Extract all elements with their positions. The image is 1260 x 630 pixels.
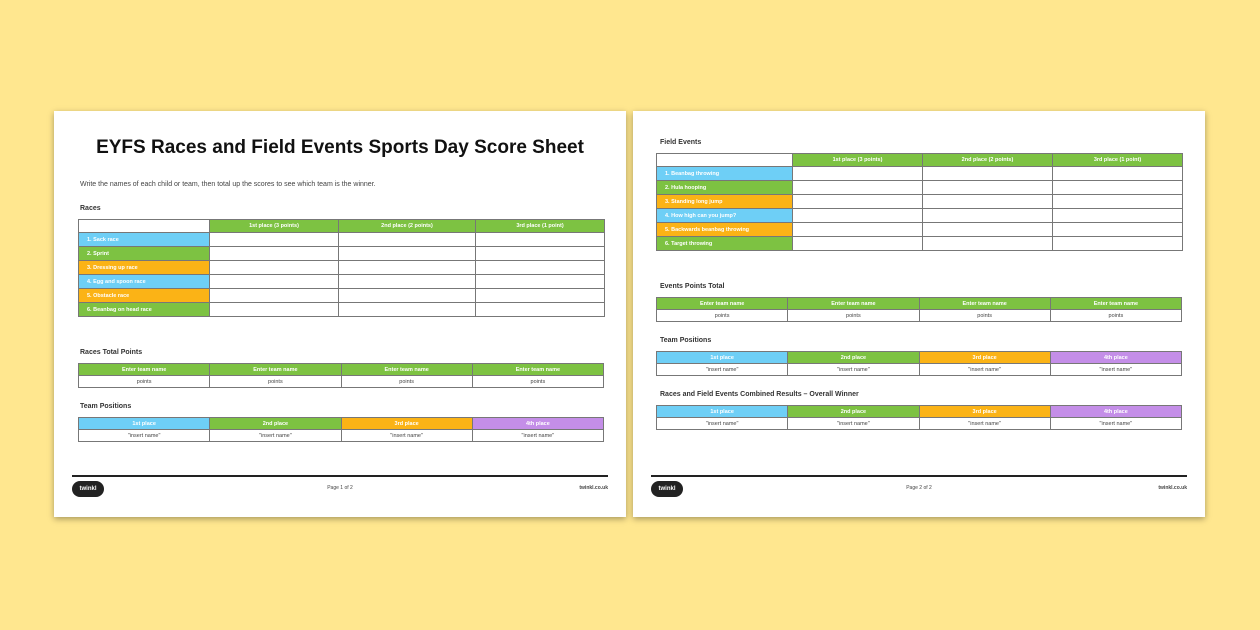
race-label: 3. Dressing up race	[79, 261, 210, 275]
entry-cell[interactable]	[793, 181, 923, 195]
event-label: 2. Hula hooping	[657, 181, 793, 195]
races-total-heading: Races Total Points	[80, 349, 143, 356]
entry-cell[interactable]	[793, 167, 923, 181]
entry-cell[interactable]	[339, 233, 476, 247]
table-row	[79, 261, 605, 275]
points-cell[interactable]: points	[788, 310, 919, 322]
events-total-table	[656, 297, 1182, 322]
insert-name-cell[interactable]: "insert name"	[657, 364, 788, 376]
table-row	[657, 167, 1183, 181]
entry-cell[interactable]	[210, 289, 339, 303]
header-3rd-place: 3rd place (1 point)	[1053, 154, 1183, 167]
entry-cell[interactable]	[339, 289, 476, 303]
score-sheet-page-2	[633, 111, 1205, 517]
entry-cell[interactable]	[1053, 195, 1183, 209]
sheet-title: EYFS Races and Field Events Sports Day Score Sheet	[96, 137, 584, 158]
combined-results-table	[656, 405, 1182, 430]
races-header-row	[79, 220, 605, 233]
team-name-cell[interactable]: Enter team name	[788, 298, 919, 310]
header-blank-cell	[79, 220, 210, 233]
header-1st-place: 1st place (3 points)	[793, 154, 923, 167]
table-row	[657, 223, 1183, 237]
page-number: Page 2 of 2	[906, 485, 932, 491]
table-row	[79, 247, 605, 261]
races-table	[78, 219, 605, 317]
entry-cell[interactable]	[923, 195, 1053, 209]
entry-cell[interactable]	[210, 303, 339, 317]
team-name-cell[interactable]: Enter team name	[472, 364, 603, 376]
entry-cell[interactable]	[210, 233, 339, 247]
team-name-cell[interactable]: Enter team name	[79, 364, 210, 376]
team-positions-table	[78, 417, 604, 442]
entry-cell[interactable]	[476, 289, 605, 303]
entry-cell[interactable]	[476, 261, 605, 275]
insert-name-cell[interactable]: "insert name"	[657, 418, 788, 430]
footer-divider	[72, 475, 608, 477]
entry-cell[interactable]	[339, 275, 476, 289]
table-row	[657, 195, 1183, 209]
entry-cell[interactable]	[476, 233, 605, 247]
insert-name-cell[interactable]: "insert name"	[1050, 364, 1181, 376]
race-label: 2. Sprint	[79, 247, 210, 261]
twinkl-logo-icon: twinkl	[72, 481, 104, 497]
position-2nd: 2nd place	[788, 406, 919, 418]
races-total-table	[78, 363, 604, 388]
insert-name-cell[interactable]: "insert name"	[788, 364, 919, 376]
table-row	[79, 275, 605, 289]
event-label: 6. Target throwing	[657, 237, 793, 251]
races-heading: Races	[80, 205, 101, 212]
position-3rd: 3rd place	[919, 406, 1050, 418]
entry-cell[interactable]	[339, 261, 476, 275]
entry-cell[interactable]	[793, 237, 923, 251]
points-cell[interactable]: points	[79, 376, 210, 388]
combined-results-heading: Races and Field Events Combined Results – Overall Winner	[660, 391, 859, 398]
entry-cell[interactable]	[1053, 209, 1183, 223]
header-3rd-place: 3rd place (1 point)	[476, 220, 605, 233]
table-row	[657, 181, 1183, 195]
insert-name-cell[interactable]: "insert name"	[79, 430, 210, 442]
entry-cell[interactable]	[476, 275, 605, 289]
points-cell[interactable]: points	[1050, 310, 1181, 322]
position-1st: 1st place	[657, 352, 788, 364]
field-header-row	[657, 154, 1183, 167]
team-positions-heading: Team Positions	[660, 337, 712, 344]
insert-name-cell[interactable]: "insert name"	[210, 430, 341, 442]
position-4th: 4th place	[472, 418, 603, 430]
team-positions-table	[656, 351, 1182, 376]
entry-cell[interactable]	[339, 247, 476, 261]
points-cell[interactable]: points	[341, 376, 472, 388]
score-sheet-page-1	[54, 111, 626, 517]
entry-cell[interactable]	[1053, 237, 1183, 251]
events-total-heading: Events Points Total	[660, 283, 725, 290]
points-cell[interactable]: points	[472, 376, 603, 388]
table-row	[79, 233, 605, 247]
instructions-text: Write the names of each child or team, then total up the scores to see which team is the winner.	[80, 181, 376, 188]
header-blank-cell	[657, 154, 793, 167]
page-number: Page 1 of 2	[327, 485, 353, 491]
position-1st: 1st place	[79, 418, 210, 430]
event-label: 3. Standing long jump	[657, 195, 793, 209]
entry-cell[interactable]	[1053, 223, 1183, 237]
position-4th: 4th place	[1050, 406, 1181, 418]
team-name-cell[interactable]: Enter team name	[1050, 298, 1181, 310]
entry-cell[interactable]	[210, 275, 339, 289]
insert-name-cell[interactable]: "insert name"	[1050, 418, 1181, 430]
table-row	[79, 303, 605, 317]
position-2nd: 2nd place	[788, 352, 919, 364]
team-name-cell[interactable]: Enter team name	[341, 364, 472, 376]
header-2nd-place: 2nd place (2 points)	[339, 220, 476, 233]
position-3rd: 3rd place	[341, 418, 472, 430]
points-cell[interactable]: points	[919, 310, 1050, 322]
position-2nd: 2nd place	[210, 418, 341, 430]
entry-cell[interactable]	[923, 223, 1053, 237]
race-label: 1. Sack race	[79, 233, 210, 247]
insert-name-cell[interactable]: "insert name"	[788, 418, 919, 430]
entry-cell[interactable]	[793, 209, 923, 223]
position-1st: 1st place	[657, 406, 788, 418]
entry-cell[interactable]	[210, 247, 339, 261]
header-2nd-place: 2nd place (2 points)	[923, 154, 1053, 167]
event-label: 5. Backwards beanbag throwing	[657, 223, 793, 237]
field-events-heading: Field Events	[660, 139, 702, 146]
table-row	[657, 209, 1183, 223]
footer-divider	[651, 475, 1187, 477]
entry-cell[interactable]	[1053, 167, 1183, 181]
field-events-table	[656, 153, 1183, 251]
points-cell[interactable]: points	[657, 310, 788, 322]
table-row	[657, 237, 1183, 251]
insert-name-cell[interactable]: "insert name"	[919, 418, 1050, 430]
team-positions-heading: Team Positions	[80, 403, 132, 410]
event-label: 1. Beanbag throwing	[657, 167, 793, 181]
twinkl-logo-icon: twinkl	[651, 481, 683, 497]
entry-cell[interactable]	[923, 167, 1053, 181]
race-label: 6. Beanbag on head race	[79, 303, 210, 317]
site-url: twinkl.co.uk	[1158, 485, 1187, 491]
team-name-cell[interactable]: Enter team name	[210, 364, 341, 376]
points-cell[interactable]: points	[210, 376, 341, 388]
table-row	[79, 289, 605, 303]
entry-cell[interactable]	[793, 195, 923, 209]
insert-name-cell[interactable]: "insert name"	[472, 430, 603, 442]
position-3rd: 3rd place	[919, 352, 1050, 364]
entry-cell[interactable]	[923, 237, 1053, 251]
team-name-cell[interactable]: Enter team name	[919, 298, 1050, 310]
event-label: 4. How high can you jump?	[657, 209, 793, 223]
entry-cell[interactable]	[793, 223, 923, 237]
race-label: 5. Obstacle race	[79, 289, 210, 303]
entry-cell[interactable]	[923, 181, 1053, 195]
header-1st-place: 1st place (3 points)	[210, 220, 339, 233]
site-url: twinkl.co.uk	[579, 485, 608, 491]
entry-cell[interactable]	[476, 303, 605, 317]
entry-cell[interactable]	[476, 247, 605, 261]
entry-cell[interactable]	[210, 261, 339, 275]
entry-cell[interactable]	[923, 209, 1053, 223]
entry-cell[interactable]	[1053, 181, 1183, 195]
position-4th: 4th place	[1050, 352, 1181, 364]
entry-cell[interactable]	[339, 303, 476, 317]
race-label: 4. Egg and spoon race	[79, 275, 210, 289]
insert-name-cell[interactable]: "insert name"	[341, 430, 472, 442]
team-name-cell[interactable]: Enter team name	[657, 298, 788, 310]
insert-name-cell[interactable]: "insert name"	[919, 364, 1050, 376]
